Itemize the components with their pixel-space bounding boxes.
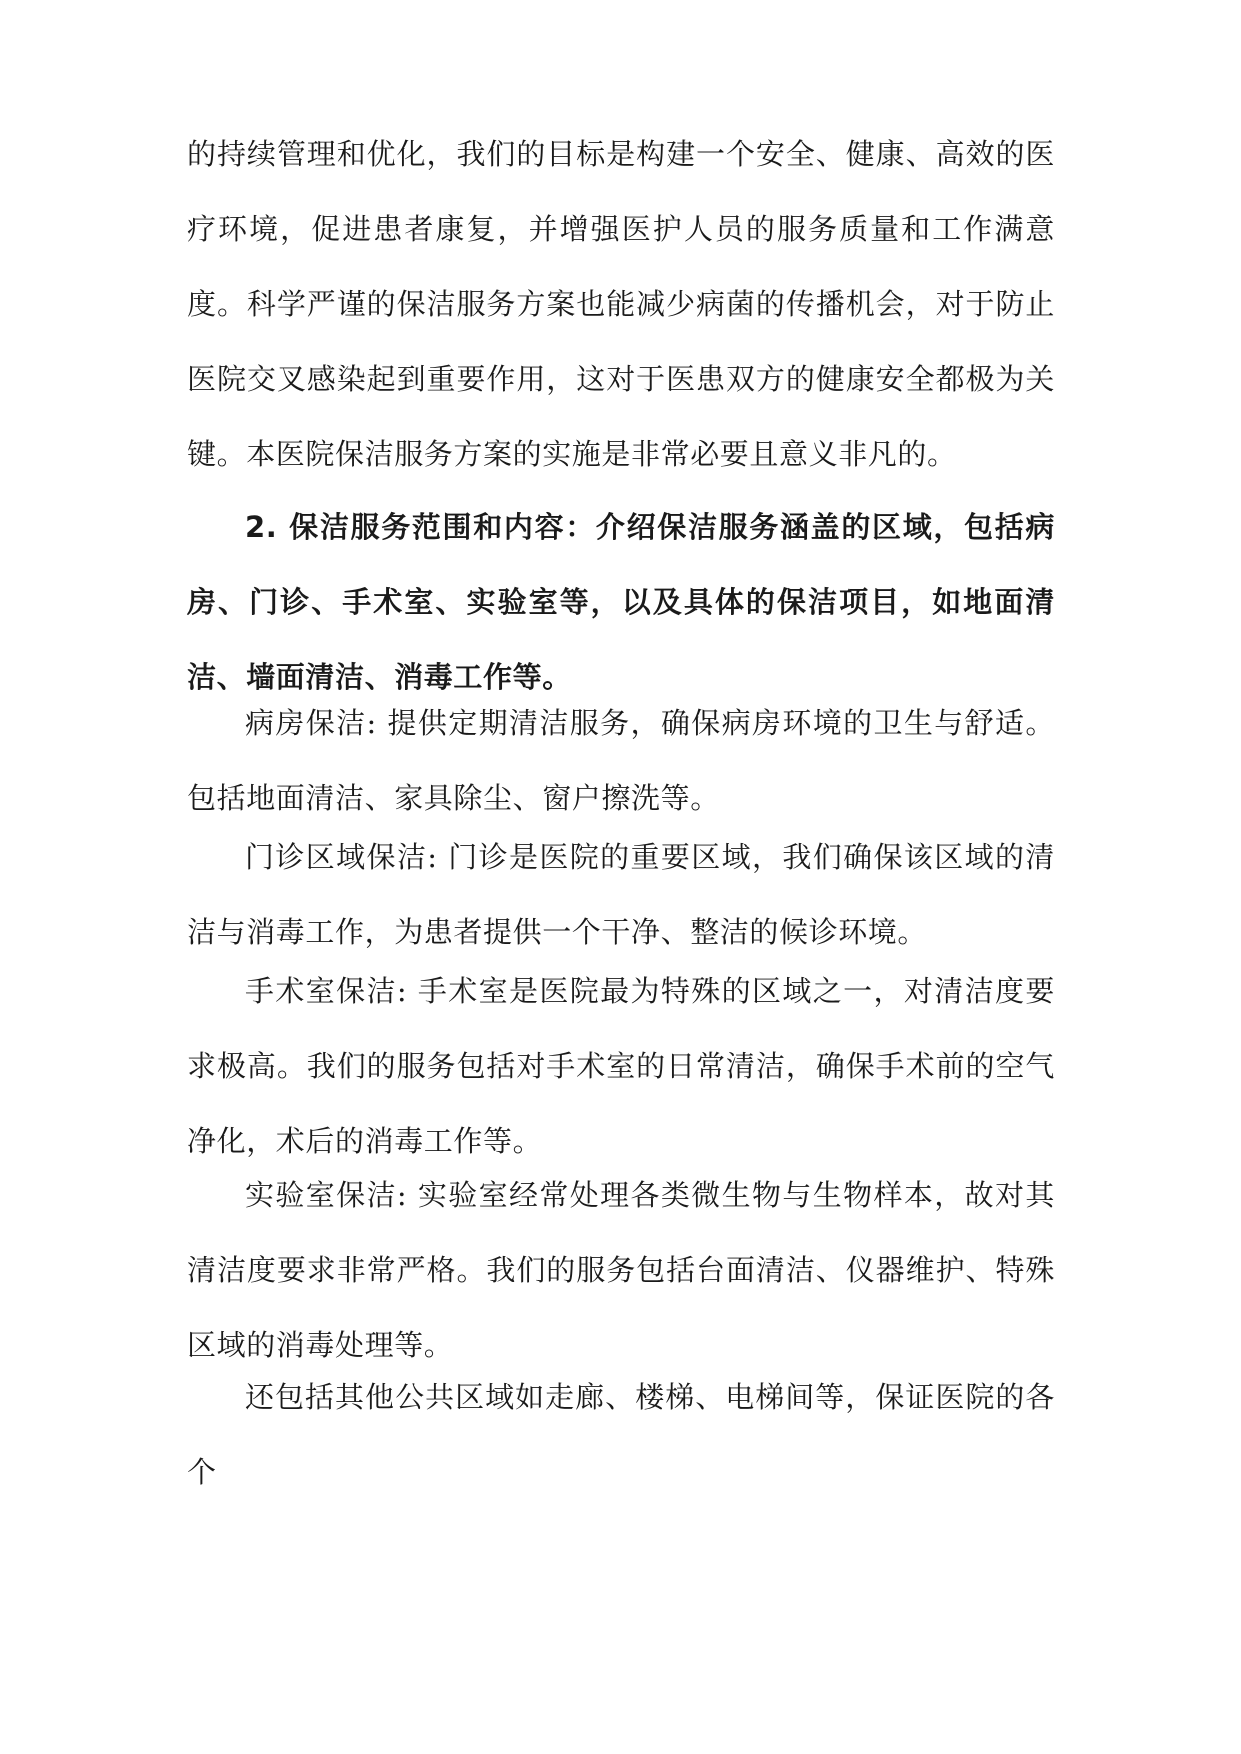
public-areas-paragraph: 还包括其他公共区域如走廊、楼梯、电梯间等，保证医院的各个 (187, 1380, 1055, 1489)
section-2-heading: 2. 保洁服务范围和内容：介绍保洁服务涵盖的区域，包括病房、门诊、手术室、实验室等，以及具体的保洁项目，如地面清洁、墙面清洁、消毒工作等。 (187, 510, 1055, 694)
intro-paragraph-continuation: 的持续管理和优化，我们的目标是构建一个安全、健康、高效的医疗环境，促进患者康复，并增强医护人员的服务质量和工作满意度。科学严谨的保洁服务方案也能减少病菌的传播机会，对于防止医院交叉感染起到重要作用，这对于医患双方的健康安全都极为关键。本医院保洁服务方案的实施是非常必要且意义非凡的。 (187, 137, 1055, 471)
outpatient-cleaning-paragraph: 门诊区域保洁: 门诊是医院的重要区域，我们确保该区域的清洁与消毒工作，为患者提供一个干净、整洁的候诊环境。 (187, 840, 1055, 949)
operating-room-cleaning-paragraph: 手术室保洁: 手术室是医院最为特殊的区域之一，对清洁度要求极高。我们的服务包括对手术室的日常清洁，确保手术前的空气净化，术后的消毒工作等。 (187, 974, 1055, 1158)
laboratory-cleaning-paragraph: 实验室保洁: 实验室经常处理各类微生物与生物样本，故对其清洁度要求非常严格。我们的服务包括台面清洁、仪器维护、特殊区域的消毒处理等。 (187, 1178, 1055, 1362)
ward-cleaning-paragraph: 病房保洁: 提供定期清洁服务，确保病房环境的卫生与舒适。包括地面清洁、家具除尘、窗户擦洗等。 (187, 706, 1055, 815)
